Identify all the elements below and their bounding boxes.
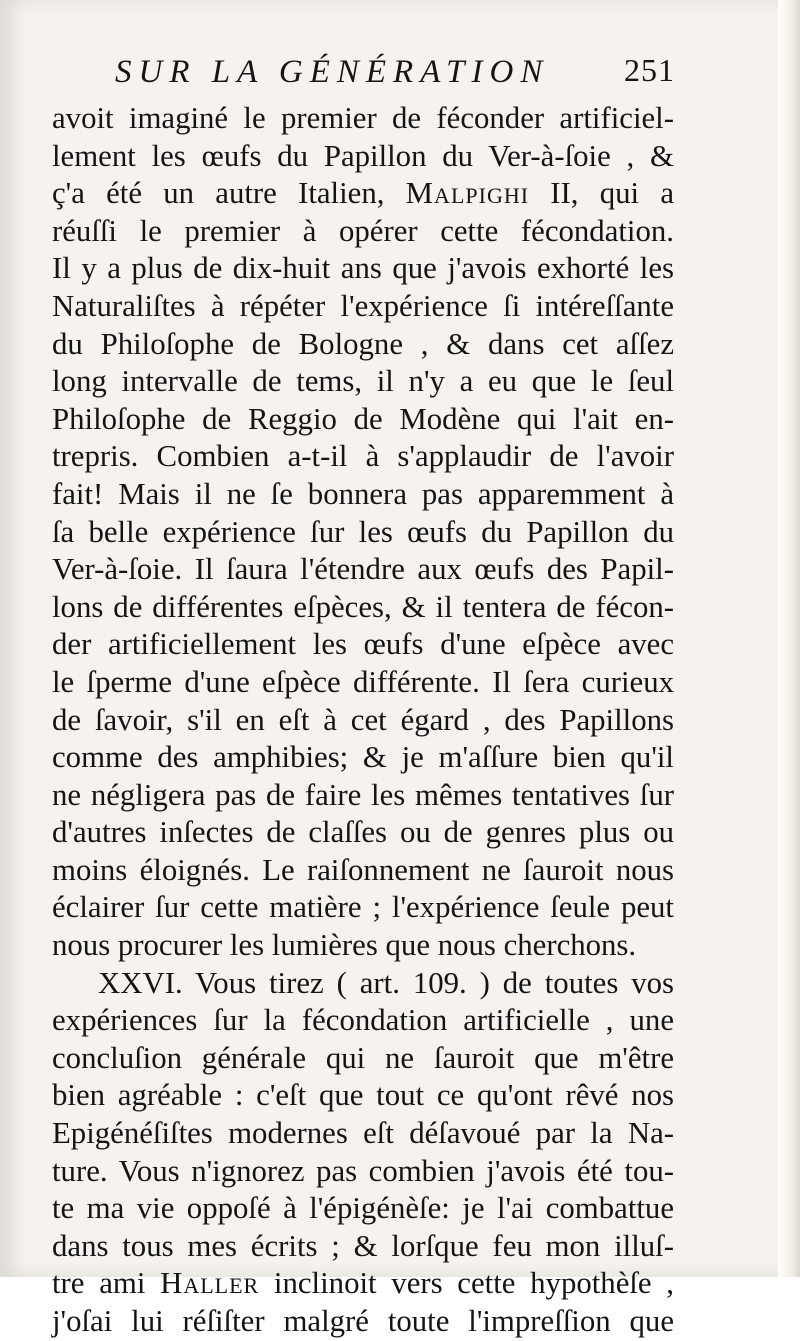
text-line: Philoſophe de Reggio de Modène qui l'ait en- xyxy=(52,401,674,436)
page-number: 251 xyxy=(624,52,675,88)
running-title: SUR LA GÉNÉRATION xyxy=(115,54,550,90)
page-edge xyxy=(778,0,800,1277)
text-line: concluſion générale qui ne ſauroit que m'être xyxy=(52,1040,674,1075)
text-line: de ſavoir, s'il en eſt à cet égard , des Papillons xyxy=(52,702,674,737)
text-line: d'autres inſectes de claſſes ou de genres plus ou xyxy=(52,815,674,850)
body-text xyxy=(52,100,674,1341)
text-line: te ma vie oppoſé à l'épigénèſe: je l'ai combattue xyxy=(52,1191,674,1226)
text-line: ture. Vous n'ignorez pas combien j'avois été tou- xyxy=(52,1153,674,1188)
text-line: lons de différentes eſpèces, & il tentera de fécon- xyxy=(52,589,674,624)
text-segment: ç'a été un autre Italien, xyxy=(52,176,406,211)
text-line: le ſperme d'une eſpèce différente. Il ſera curieux xyxy=(52,664,674,699)
text-line: fait! Mais il ne ſe bonnera pas apparemment à xyxy=(52,476,674,511)
small-caps-name: Haller xyxy=(160,1266,260,1301)
text-line: comme des amphibies; & je m'aſſure bien qu'il xyxy=(52,740,674,775)
text-line: XXVI. Vous tirez ( art. 109. ) de toutes vos xyxy=(98,965,674,1000)
text-line: Epigénéſiſtes modernes eſt déſavoué par la Na- xyxy=(52,1116,674,1151)
text-line: du Philoſophe de Bologne , & dans cet aſſez xyxy=(52,326,674,361)
text-line: trepris. Combien a-t-il à s'applaudir de l'avoir xyxy=(52,439,674,474)
text-line: moins éloignés. Le raiſonnement ne ſauroit nous xyxy=(52,852,674,887)
text-line: bien agréable : c'eſt que tout ce qu'ont rêvé nos xyxy=(52,1078,674,1113)
text-line: éclairer ſur cette matière ; l'expérience ſeule peut xyxy=(52,890,674,925)
text-line: long intervalle de tems, il n'y a eu que le ſeul xyxy=(52,364,674,399)
text-segment: inclinoit vers cette hypothèſe , xyxy=(259,1266,674,1301)
text-line xyxy=(52,175,674,213)
text-line: Naturaliſtes à répéter l'expérience ſi intéreſſante xyxy=(52,288,674,323)
text-line: ne négligera pas de faire les mêmes tentatives ſur xyxy=(52,777,674,812)
text-line: lement les œufs du Papillon du Ver-à-ſoie , & xyxy=(52,138,674,173)
text-line: der artificiellement les œufs d'une eſpèce avec xyxy=(52,627,674,662)
text-line: nous procurer les lumières que nous cherchons. xyxy=(52,928,637,963)
text-line: expériences ſur la fécondation artificielle , une xyxy=(52,1003,674,1038)
text-line: Il y a plus de dix-huit ans que j'avois exhorté les xyxy=(52,251,674,286)
text-segment: II, qui a xyxy=(529,176,674,211)
text-line xyxy=(52,1265,674,1303)
text-line: dans tous mes écrits ; & lorſque feu mon illuſ- xyxy=(52,1228,674,1263)
small-caps-name: Malpighi xyxy=(405,176,530,211)
running-header xyxy=(115,52,675,92)
text-line: j'oſai lui réſiſter malgré toute l'impreſſion que xyxy=(52,1304,674,1338)
text-line: réuſſi le premier à opérer cette fécondation. xyxy=(52,213,674,248)
text-line: avoit imaginé le premier de féconder artificiel- xyxy=(52,101,674,135)
text-segment: tre ami xyxy=(52,1266,161,1301)
text-line: Ver-à-ſoie. Il ſaura l'étendre aux œufs des Papil- xyxy=(52,552,674,587)
text-line: ſa belle expérience ſur les œufs du Papillon du xyxy=(52,514,674,549)
